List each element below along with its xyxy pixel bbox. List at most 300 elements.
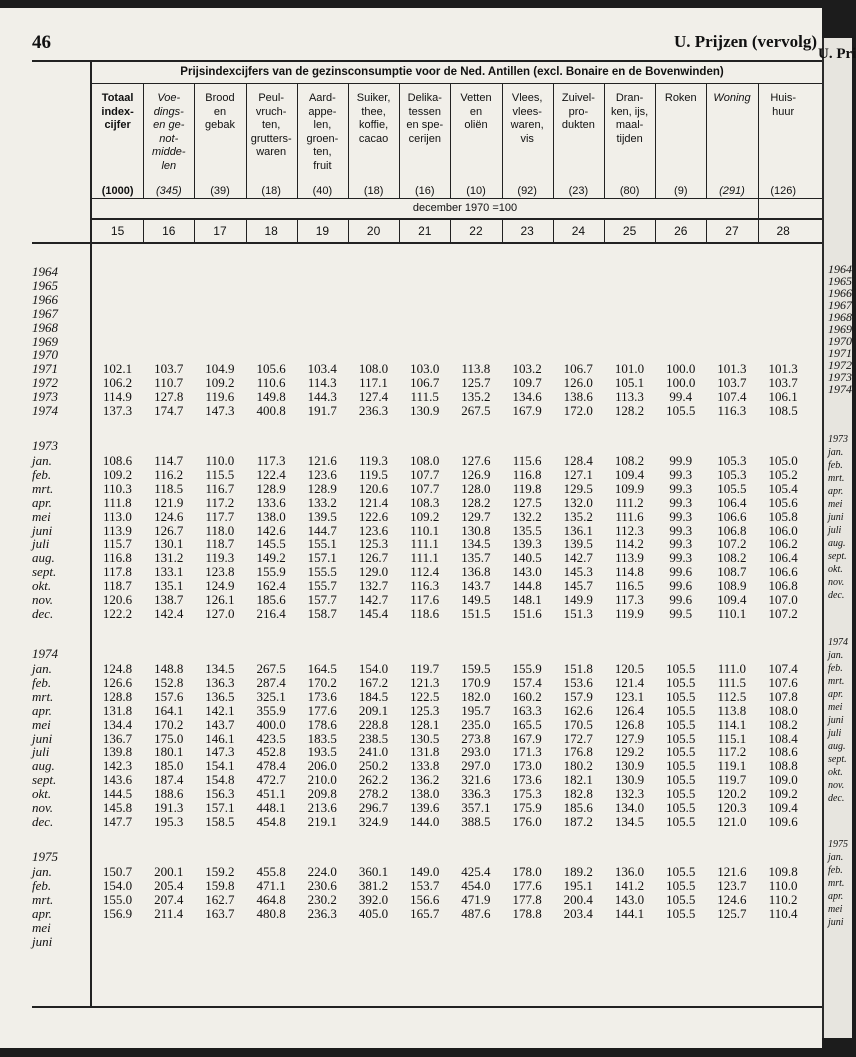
table-cell: 155.0 — [102, 891, 133, 907]
table-cell: 105.5 — [666, 403, 696, 418]
table-cell: 132.3 — [614, 786, 645, 802]
table-cell: 138.0 — [410, 786, 440, 802]
table-cell: 157.4 — [512, 674, 542, 690]
row-label: aug. — [32, 550, 55, 566]
table-cell: 103.7 — [768, 375, 798, 391]
table-cell: 126.6 — [102, 674, 133, 690]
table-cell: 173.6 — [307, 688, 337, 704]
table-cell: 103.0 — [410, 361, 440, 377]
table-cell: 159.8 — [205, 877, 235, 893]
next-page-title: U. Pri — [818, 46, 856, 62]
table-cell: 173.0 — [512, 758, 542, 774]
table-cell: 224.0 — [307, 864, 337, 879]
table-cell: 133.1 — [154, 564, 184, 580]
table-cell: 136.3 — [205, 674, 235, 690]
table-cell: 143.0 — [512, 564, 542, 580]
table-cell: 177.6 — [307, 702, 337, 718]
row-label: 1967 — [32, 305, 58, 321]
table-cell: 107.4 — [768, 661, 798, 676]
table-cell: 142.7 — [358, 592, 389, 607]
table-cell: 105.5 — [666, 877, 696, 893]
column-weight-15: (1000) — [101, 185, 134, 197]
table-cell: 267.5 — [461, 403, 491, 418]
row-label: 1970 — [32, 347, 58, 363]
table-cell: 273.8 — [461, 730, 491, 746]
column-weight-20: (18) — [363, 185, 384, 197]
table-cell: 117.6 — [410, 592, 440, 607]
table-cell: 123.1 — [614, 688, 645, 704]
table-cell: 159.5 — [461, 661, 491, 676]
row-label: 1972 — [32, 375, 58, 391]
table-cell: 144.1 — [614, 905, 645, 921]
table-cell: 152.8 — [154, 674, 184, 690]
table-cell: 121.4 — [358, 494, 389, 510]
table-cell: 122.4 — [256, 466, 286, 482]
row-label: aug. — [32, 758, 55, 774]
table-cell: 115.1 — [717, 730, 747, 746]
table-cell: 105.6 — [256, 361, 286, 377]
table-cell: 118.0 — [205, 522, 235, 538]
table-cell: 149.8 — [256, 389, 286, 405]
table-cell: 111.5 — [717, 674, 747, 690]
table-cell: 131.8 — [410, 744, 440, 760]
table-cell: 144.7 — [307, 522, 337, 538]
table-cell: 149.9 — [563, 592, 593, 607]
table-cell: 116.8 — [512, 466, 542, 482]
table-cell: 138.7 — [154, 592, 184, 607]
table-cell: 134.4 — [102, 716, 133, 732]
column-header-26: Roken — [664, 92, 697, 104]
table-cell: 114.3 — [307, 375, 337, 391]
table-cell: 99.3 — [669, 522, 693, 538]
column-number-21: 21 — [418, 224, 432, 238]
row-label: apr. — [32, 702, 52, 718]
table-cell: 464.8 — [256, 891, 286, 907]
table-cell: 195.3 — [154, 813, 184, 829]
table-cell: 109.6 — [768, 813, 798, 829]
table-cell: 126.8 — [614, 716, 645, 732]
table-cell: 147.3 — [205, 403, 235, 418]
table-cell: 128.1 — [410, 716, 440, 732]
row-label: 1973 — [32, 389, 58, 405]
row-label: mei — [32, 716, 51, 732]
table-cell: 114.7 — [154, 453, 184, 468]
table-cell: 128.4 — [563, 453, 593, 468]
table-cell: 128.8 — [102, 688, 133, 704]
table-cell: 110.2 — [768, 891, 798, 907]
table-cell: 158.7 — [307, 605, 337, 621]
table-cell: 170.2 — [154, 716, 184, 732]
table-cell: 131.8 — [102, 702, 133, 718]
table-cell: 99.3 — [669, 508, 693, 524]
table-cell: 155.9 — [256, 564, 286, 580]
table-cell: 110.4 — [768, 905, 798, 921]
table-cell: 200.4 — [563, 891, 593, 907]
table-cell: 136.8 — [461, 564, 491, 580]
table-cell: 176.0 — [512, 813, 542, 829]
table-cell: 110.6 — [256, 375, 286, 391]
table-cell: 153.7 — [410, 877, 440, 893]
table-cell: 123.6 — [307, 466, 337, 482]
column-weight-24: (23) — [568, 185, 589, 197]
table-cell: 109.4 — [614, 466, 645, 482]
table-cell: 154.0 — [358, 661, 389, 676]
next-page-years: 1964 1965 1966 1967 1968 1969 1970 1971 1972 1973 1974 — [828, 262, 852, 396]
table-cell: 170.5 — [563, 716, 593, 732]
table-cell: 178.0 — [512, 864, 542, 879]
next-page-months-1973: 1973 jan. feb. mrt. apr. mei juni juli aug. sept. okt. nov. dec. — [828, 434, 848, 601]
table-cell: 114.2 — [615, 536, 644, 552]
table-cell: 143.0 — [614, 891, 645, 907]
table-cell: 287.4 — [256, 674, 286, 690]
table-cell: 145.3 — [563, 564, 593, 580]
table-cell: 104.9 — [205, 361, 235, 377]
table-cell: 119.1 — [717, 758, 747, 774]
table-cell: 110.1 — [410, 522, 440, 538]
table-cell: 145.4 — [358, 605, 389, 621]
column-header-24: Zuivel- pro- dukten — [561, 92, 595, 131]
table-cell: 105.5 — [666, 786, 696, 802]
table-cell: 170.2 — [307, 674, 337, 690]
table-cell: 180.1 — [154, 744, 184, 760]
column-weight-27: (291) — [719, 185, 745, 197]
table-cell: 111.8 — [103, 494, 132, 510]
table-cell: 206.0 — [307, 758, 337, 774]
column-number-15: 15 — [110, 224, 125, 238]
table-cell: 107.2 — [717, 536, 747, 552]
table-cell: 151.6 — [512, 605, 542, 621]
table-cell: 113.8 — [717, 702, 747, 718]
table-cell: 121.9 — [154, 494, 184, 510]
table-cell: 119.3 — [359, 453, 388, 468]
table-cell: 118.7 — [205, 536, 235, 552]
table-cell: 400.8 — [256, 403, 286, 418]
table-cell: 170.9 — [461, 674, 491, 690]
table-cell: 116.2 — [154, 466, 184, 482]
table-cell: 105.5 — [666, 772, 696, 788]
table-cell: 136.0 — [614, 864, 645, 879]
row-label: juni — [32, 730, 53, 746]
table-cell: 297.0 — [461, 758, 491, 774]
table-cell: 155.7 — [307, 578, 337, 594]
table-cell: 355.9 — [256, 702, 286, 718]
table-cell: 182.0 — [461, 688, 491, 704]
table-cell: 143.7 — [205, 716, 235, 732]
table-cell: 325.1 — [256, 688, 286, 704]
table-cell: 142.3 — [102, 758, 133, 774]
table-cell: 99.3 — [669, 466, 693, 482]
table-cell: 148.8 — [154, 661, 184, 676]
column-header-27: Woning — [713, 92, 751, 104]
table-cell: 105.8 — [768, 508, 798, 524]
table-cell: 478.4 — [256, 758, 286, 774]
table-cell: 143.6 — [102, 772, 133, 788]
table-cell: 144.3 — [307, 389, 337, 405]
column-weight-25: (80) — [619, 185, 640, 197]
table-cell: 106.4 — [768, 550, 798, 566]
table-cell: 113.9 — [103, 522, 132, 538]
table-cell: 106.6 — [768, 564, 798, 580]
table-cell: 111.1 — [410, 550, 439, 566]
row-label: 1968 — [32, 319, 58, 335]
table-cell: 111.1 — [410, 536, 439, 552]
table-cell: 119.5 — [359, 466, 388, 482]
table-cell: 115.5 — [205, 466, 235, 482]
table-cell: 119.9 — [615, 605, 644, 621]
row-label: apr. — [32, 494, 52, 510]
table-cell: 105.5 — [666, 688, 696, 704]
table-cell: 163.3 — [512, 702, 542, 718]
table-cell: 108.3 — [410, 494, 440, 510]
table-cell: 107.7 — [410, 480, 440, 496]
table-cell: 123.6 — [358, 522, 389, 538]
table-cell: 107.4 — [717, 389, 747, 405]
table-cell: 120.6 — [102, 592, 133, 607]
table-cell: 195.7 — [461, 702, 491, 718]
table-cell: 147.7 — [102, 813, 133, 829]
table-cell: 452.8 — [256, 744, 286, 760]
table-cell: 113.0 — [103, 508, 132, 524]
column-number-28: 28 — [776, 224, 790, 238]
row-label: mrt. — [32, 688, 54, 704]
table-cell: 151.8 — [563, 661, 593, 676]
table-cell: 388.5 — [461, 813, 491, 829]
table-cell: 130.1 — [154, 536, 184, 552]
next-page-edge — [818, 38, 856, 1038]
row-label: juni — [32, 522, 53, 538]
table-cell: 230.2 — [307, 891, 337, 907]
table-cell: 133.8 — [410, 758, 440, 774]
table-cell: 296.7 — [358, 800, 389, 815]
table-cell: 122.2 — [102, 605, 133, 621]
table-cell: 278.2 — [358, 786, 389, 802]
table-cell: 114.1 — [717, 716, 747, 732]
table-cell: 109.7 — [512, 375, 542, 391]
table-cell: 117.2 — [205, 494, 235, 510]
next-page-months-1975: 1975 jan. feb. mrt. apr. mei juni — [828, 839, 848, 928]
table-cell: 144.8 — [512, 578, 542, 594]
table-cell: 115.6 — [512, 453, 542, 468]
table-cell: 119.8 — [512, 480, 542, 496]
row-label: nov. — [32, 592, 54, 607]
row-label: sept. — [32, 564, 57, 580]
table-cell: 157.1 — [205, 800, 235, 815]
table-cell: 154.0 — [102, 877, 133, 893]
year-heading: 1973 — [32, 438, 58, 453]
table-cell: 127.4 — [358, 389, 389, 405]
table-cell: 293.0 — [461, 744, 491, 760]
table-cell: 451.1 — [256, 786, 286, 802]
table-cell: 158.5 — [205, 813, 235, 829]
row-label: feb. — [32, 877, 52, 893]
table-cell: 125.7 — [461, 375, 491, 391]
table-cell: 139.5 — [307, 508, 337, 524]
table-cell: 175.0 — [154, 730, 184, 746]
table-cell: 99.6 — [669, 578, 693, 594]
row-label: feb. — [32, 674, 52, 690]
table-cell: 109.4 — [717, 592, 747, 607]
table-cell: 147.3 — [205, 744, 235, 760]
table-title: Prijsindexcijfers van de gezinsconsumptie voor de Ned. Antillen (excl. Bonaire en de Bovenwinden) — [180, 66, 724, 78]
table-cell: 209.8 — [307, 786, 337, 802]
table-cell: 135.2 — [461, 389, 491, 405]
table-cell: 133.6 — [256, 494, 286, 510]
table-cell: 207.4 — [154, 891, 184, 907]
table-cell: 175.3 — [512, 786, 542, 802]
table-cell: 228.8 — [358, 716, 389, 732]
bottom-rule — [32, 1006, 822, 1008]
column-weight-22: (10) — [466, 185, 486, 197]
next-page-months-1974: 1974 jan. feb. mrt. apr. mei juni juli aug. sept. okt. nov. dec. — [828, 637, 848, 804]
column-weight-28: (126) — [770, 185, 797, 197]
column-number-24: 24 — [571, 224, 586, 238]
table-cell: 130.9 — [410, 403, 440, 418]
table-cell: 128.0 — [461, 480, 491, 496]
table-cell: 454.0 — [461, 877, 491, 893]
table-cell: 111.0 — [717, 661, 747, 676]
table-cell: 210.0 — [307, 772, 337, 788]
table-cell: 157.7 — [307, 592, 337, 607]
column-weight-26: (9) — [674, 185, 688, 197]
table-cell: 136.1 — [563, 522, 593, 538]
table-cell: 105.5 — [666, 864, 696, 879]
table-cell: 191.7 — [307, 403, 337, 418]
table-cell: 126.7 — [358, 550, 389, 566]
table-cell: 127.9 — [614, 730, 645, 746]
row-label: juli — [32, 536, 50, 552]
table-cell: 116.5 — [615, 578, 644, 594]
table-cell: 146.1 — [205, 730, 235, 746]
column-number-20: 20 — [366, 224, 381, 238]
table-cell: 171.3 — [512, 744, 542, 760]
table-cell: 109.9 — [614, 480, 645, 496]
table-cell: 151.5 — [461, 605, 491, 621]
table-cell: 107.7 — [410, 466, 440, 482]
table-cell: 176.8 — [563, 744, 593, 760]
table-cell: 148.1 — [512, 592, 542, 607]
table-cell: 109.2 — [205, 375, 235, 391]
table-cell: 175.9 — [512, 800, 542, 815]
table-cell: 135.2 — [563, 508, 593, 524]
table-cell: 125.3 — [358, 536, 389, 552]
table-cell: 209.1 — [358, 702, 389, 718]
table-cell: 139.3 — [512, 536, 542, 552]
table-cell: 110.3 — [103, 480, 132, 496]
table-cell: 114.8 — [615, 564, 644, 580]
table-cell: 126.1 — [205, 592, 235, 607]
colnum-bottom-rule — [32, 242, 822, 244]
table-cell: 105.3 — [717, 453, 747, 468]
table-cell: 131.2 — [154, 550, 184, 566]
table-cell: 105.5 — [666, 674, 696, 690]
table-cell: 113.3 — [615, 389, 644, 405]
title-rule — [92, 83, 822, 84]
table-cell: 105.1 — [614, 375, 645, 391]
table-cell: 162.4 — [256, 578, 286, 594]
table-cell: 118.5 — [154, 480, 184, 496]
table-cell: 113.8 — [461, 361, 491, 377]
table-cell: 156.9 — [102, 905, 133, 921]
column-weight-19: (40) — [312, 185, 333, 197]
table-cell: 135.7 — [461, 550, 491, 566]
table-cell: 155.1 — [307, 536, 337, 552]
table-cell: 151.3 — [563, 605, 593, 621]
row-label: nov. — [32, 800, 54, 815]
table-cell: 107.2 — [768, 605, 798, 621]
table-cell: 142.1 — [205, 702, 235, 718]
table-cell: 119.3 — [205, 550, 235, 566]
column-header-20: Suiker, thee, koffie, cacao — [356, 92, 391, 145]
table-cell: 120.6 — [358, 480, 389, 496]
table-cell: 185.6 — [256, 592, 286, 607]
table-cell: 105.2 — [768, 466, 798, 482]
table-cell: 238.5 — [358, 730, 389, 746]
table-cell: 235.0 — [461, 716, 491, 732]
table-cell: 167.9 — [512, 730, 542, 746]
row-label: apr. — [32, 905, 52, 921]
table-cell: 119.7 — [410, 661, 440, 676]
table-cell: 454.8 — [256, 813, 286, 829]
table-cell: 103.7 — [154, 361, 184, 377]
table-cell: 108.9 — [717, 578, 747, 594]
table-cell: 99.3 — [669, 494, 693, 510]
column-weight-18: (18) — [261, 185, 281, 197]
table-cell: 267.5 — [256, 661, 286, 676]
table-cell: 162.6 — [563, 702, 593, 718]
column-header-16: Voe- dings- en ge- not- midde- len — [151, 92, 186, 172]
table-cell: 121.3 — [410, 674, 440, 690]
column-number-16: 16 — [162, 224, 176, 238]
table-cell: 182.1 — [563, 772, 593, 788]
table-cell: 127.6 — [461, 453, 491, 468]
table-cell: 189.2 — [563, 864, 593, 879]
table-cell: 123.7 — [717, 877, 747, 893]
table-cell: 187.2 — [563, 813, 593, 829]
table-cell: 106.2 — [102, 375, 133, 391]
table-cell: 174.7 — [154, 403, 184, 418]
table-cell: 203.4 — [563, 905, 593, 921]
table-cell: 127.5 — [512, 494, 542, 510]
table-cell: 128.9 — [256, 480, 286, 496]
row-label: jan. — [32, 453, 52, 468]
column-weight-16: (345) — [155, 185, 182, 197]
table-cell: 121.4 — [614, 674, 645, 690]
table-cell: 177.8 — [512, 891, 542, 907]
table-cell: 126.0 — [563, 375, 593, 391]
table-cell: 118.7 — [103, 578, 132, 594]
table-cell: 141.2 — [614, 877, 645, 893]
table-cell: 134.0 — [614, 800, 645, 815]
base-rule — [92, 198, 822, 199]
table-cell: 155.9 — [512, 661, 542, 676]
table-cell: 118.6 — [410, 605, 440, 621]
table-cell: 157.9 — [563, 688, 593, 704]
column-header-23: Vlees, vlees- waren, vis — [510, 92, 544, 145]
table-cell: 109.2 — [410, 508, 440, 524]
table-cell: 108.0 — [768, 702, 798, 718]
table-cell: 133.2 — [307, 494, 337, 510]
table-cell: 262.2 — [358, 772, 389, 788]
table-cell: 99.6 — [669, 592, 693, 607]
table-cell: 139.8 — [102, 744, 133, 760]
table-cell: 134.6 — [512, 389, 542, 405]
top-rule — [32, 60, 822, 62]
table-cell: 164.1 — [154, 702, 184, 718]
table-cell: 108.4 — [768, 730, 798, 746]
table-cell: 149.2 — [256, 550, 286, 566]
table-cell: 105.5 — [666, 716, 696, 732]
table-cell: 99.5 — [669, 605, 693, 621]
